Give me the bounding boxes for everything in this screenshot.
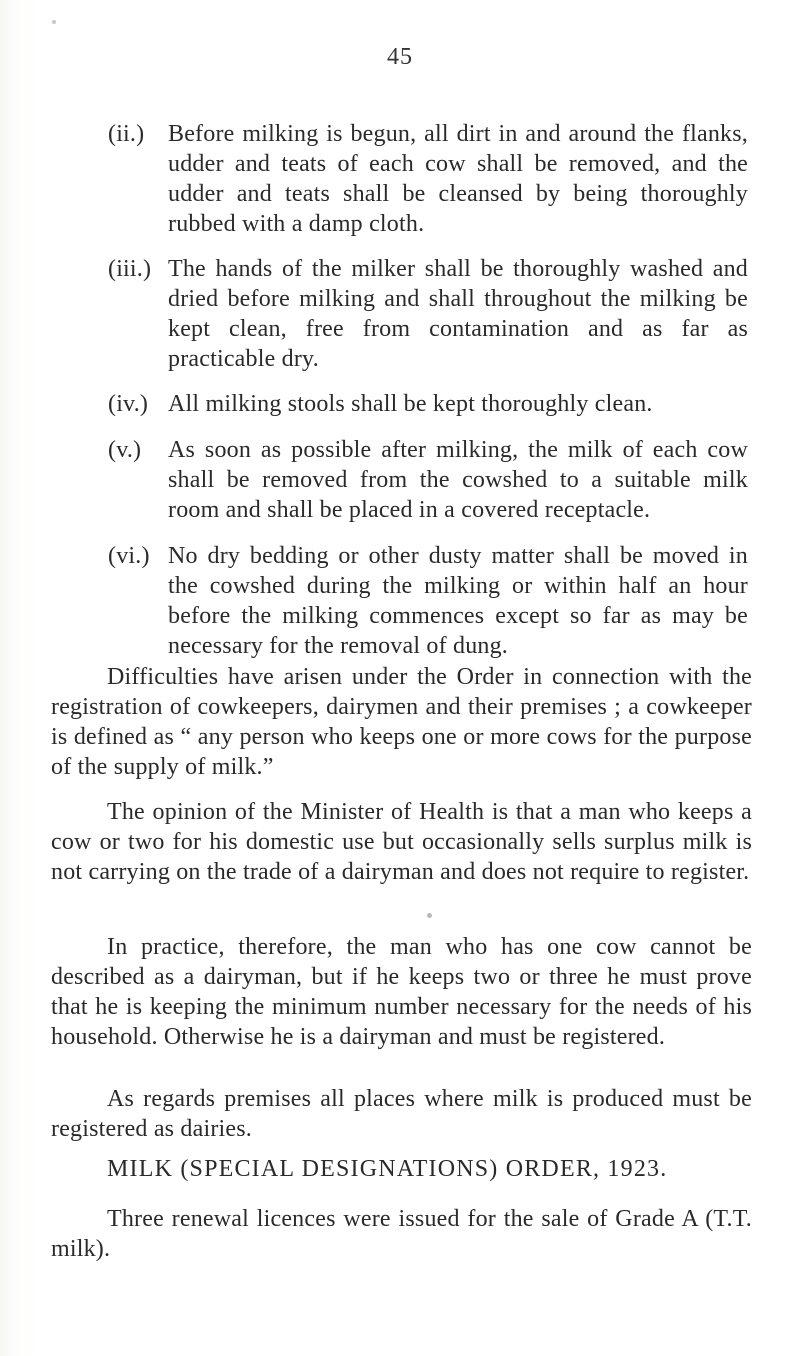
page-number: 45: [387, 44, 413, 70]
item-marker: (v.): [108, 437, 142, 463]
paragraph-premises: As regards premises all places where milk is produced must be registered as dairies.: [51, 1086, 752, 1142]
item-text: All milking stools shall be kept thoroughly clean.: [168, 391, 653, 417]
regulation-item-v: [108, 435, 748, 525]
section-heading: MILK (SPECIAL DESIGNATIONS) ORDER, 1923.: [107, 1156, 668, 1182]
print-speck: [52, 20, 56, 24]
regulation-item-iv: [108, 389, 748, 419]
item-marker: (iv.): [108, 391, 149, 417]
regulation-item-iii: [108, 254, 748, 374]
item-text: No dry bedding or other dusty matter shall be moved in the cowshed during the milking or within half an hour before the milking commences except so far as may be necessary for the removal of dung.: [168, 543, 748, 659]
print-speck: [427, 913, 432, 918]
regulation-item-ii: [108, 119, 748, 239]
paragraph-minister-opinion: The opinion of the Minister of Health is that a man who keeps a cow or two for his domestic use but occasionally sells surplus milk is not carrying on the trade of a dairyman and does not require to register.: [51, 799, 752, 885]
item-marker: (ii.): [108, 121, 145, 147]
item-marker: (vi.): [108, 543, 150, 569]
item-marker: (iii.): [108, 256, 152, 282]
item-text: As soon as possible after milking, the milk of each cow shall be removed from the cowshed to a suitable milk room and shall be placed in a covered receptacle.: [168, 437, 748, 523]
paragraph-renewal-licences: Three renewal licences were issued for the sale of Grade A (T.T. milk).: [51, 1206, 752, 1262]
regulation-item-vi: [108, 541, 748, 661]
item-text: Before milking is begun, all dirt in and around the flanks, udder and teats of each cow shall be removed, and the udder and teats shall be cleansed by being thoroughly rubbed with a damp cloth.: [168, 121, 748, 237]
item-text: The hands of the milker shall be thoroughly washed and dried before milking and shall throughout the milking be kept clean, free from contamination and as far as practicable dry.: [168, 256, 748, 372]
paragraph-in-practice: In practice, therefore, the man who has one cow cannot be described as a dairyman, but if he keeps two or three he must prove that he is keeping the minimum number necessary for the needs of his household. Otherwise he is a dairyman and must be registered.: [51, 934, 752, 1050]
paragraph-difficulties: Difficulties have arisen under the Order in connection with the registration of cowkeepers, dairymen and their premises ; a cowkeeper is defined as “ any person who keeps one or more cows for the purpose of the supply of milk.”: [51, 664, 752, 780]
